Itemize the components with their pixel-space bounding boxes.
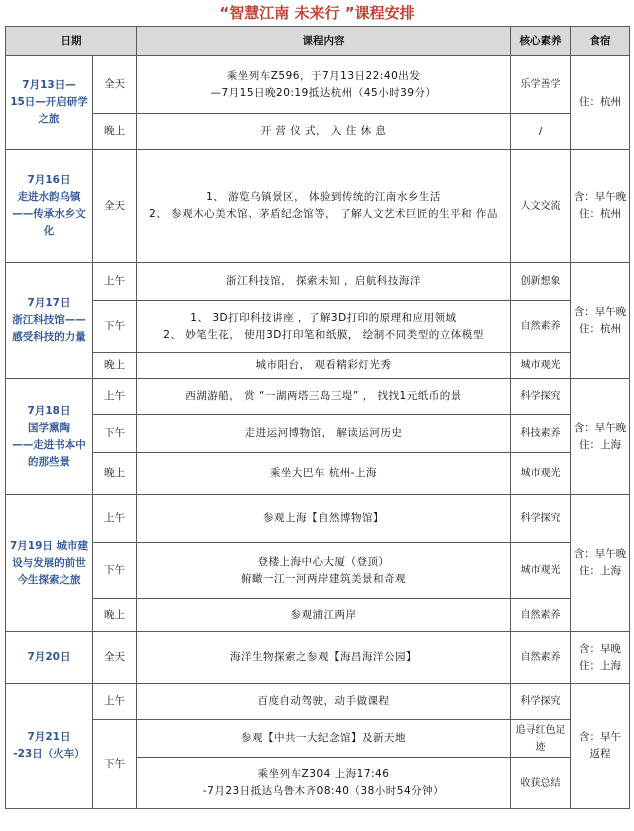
- day-topic: [6, 495, 93, 632]
- lodging: [571, 379, 630, 495]
- time-slot: 晚上: [93, 453, 137, 495]
- table-row: [6, 150, 630, 263]
- lodging-line: 住：杭州: [579, 322, 621, 335]
- table-row: [6, 56, 630, 114]
- table-row: [6, 599, 630, 632]
- course-line: 1、 3D打印科技讲座 ，了解3D打印的原理和应用领域: [190, 311, 457, 324]
- time-slot: 下午: [93, 543, 137, 599]
- day-topic: [6, 263, 93, 379]
- day-topic-line: 7月13日—: [22, 79, 76, 91]
- course-line: 2、 妙笔生花， 使用3D打印笔和纸膜， 绘制不同类型的立体模型: [163, 328, 484, 341]
- lodging-line: 含：早午晚: [573, 548, 627, 560]
- header-content: 课程内容: [137, 27, 511, 56]
- time-slot: 全天: [93, 56, 137, 114]
- day-topic: [6, 684, 93, 809]
- core-literacy: 收获总结: [511, 758, 571, 809]
- course-content: [137, 599, 511, 632]
- course-line: 乘坐大巴车 杭州-上海: [269, 467, 378, 479]
- course-line: 走进运河博物馆， 解读运河历史: [244, 427, 403, 439]
- lodging-line: 住：上海: [579, 659, 621, 672]
- course-line: 浙江科技馆， 探索未知 ，启航科技海洋: [226, 275, 421, 287]
- day-topic-line: 7月17日: [27, 297, 71, 309]
- time-slot: 晚上: [93, 599, 137, 632]
- course-line: 乘坐列车Z304 上海17:46: [257, 768, 390, 780]
- table-row: [6, 379, 630, 415]
- course-content: [137, 379, 511, 415]
- header-core: 核心素养: [511, 27, 571, 56]
- course-content: [137, 114, 511, 150]
- course-content: [137, 684, 511, 720]
- core-literacy: 科学探究: [511, 684, 571, 720]
- table-row: [6, 453, 630, 495]
- table-row: [6, 114, 630, 150]
- course-content: [137, 353, 511, 379]
- course-content: [137, 543, 511, 599]
- time-slot: 上午: [93, 495, 137, 543]
- course-content: [137, 453, 511, 495]
- day-topic: [6, 379, 93, 495]
- lodging: [571, 56, 630, 150]
- time-slot: 晚上: [93, 114, 137, 150]
- time-slot: 下午: [93, 415, 137, 453]
- course-line: 西湖游船， 赏 “一湖两塔三岛三堤” ， 找找1元纸币的景: [185, 390, 462, 402]
- day-topic-line: 7月21日: [27, 731, 71, 743]
- lodging-line: 住：杭州: [579, 96, 621, 108]
- lodging: [571, 632, 630, 684]
- time-slot: 上午: [93, 684, 137, 720]
- course-content: [137, 56, 511, 114]
- course-content: [137, 720, 511, 758]
- course-line: 1、 游览乌镇景区， 体验到传统的江南水乡生活: [206, 191, 441, 203]
- header-date: 日期: [6, 27, 137, 56]
- core-literacy: 追寻红色足迹: [511, 720, 571, 758]
- day-topic-line: 浙江科技馆——感受科技的力量: [12, 314, 86, 343]
- course-line: 城市阳台， 观看精彩灯光秀: [255, 359, 392, 371]
- course-line: 参观上海【自然博物馆】: [263, 512, 384, 524]
- course-line: 海洋生物探索之参观【海昌海洋公园】: [230, 651, 417, 663]
- time-slot: 全天: [93, 150, 137, 263]
- lodging-line: 含：早晚: [579, 642, 621, 655]
- lodging-line: 含：早午晚: [573, 421, 627, 434]
- lodging: [571, 263, 630, 379]
- time-slot: 全天: [93, 632, 137, 684]
- core-literacy: 科学探究: [511, 379, 571, 415]
- core-literacy: /: [511, 114, 571, 150]
- course-line: 2、 参观木心美术馆、茅盾纪念馆等， 了解人文艺术巨匠的生平和 作品: [149, 208, 498, 220]
- core-literacy: 人文交流: [511, 150, 571, 263]
- course-content: [137, 415, 511, 453]
- table-row: [6, 632, 630, 684]
- time-slot: 上午: [93, 379, 137, 415]
- core-literacy: 城市观光: [511, 453, 571, 495]
- table-row: [6, 543, 630, 599]
- header-lodging: 食宿: [571, 27, 630, 56]
- course-content: [137, 758, 511, 809]
- day-topic: [6, 56, 93, 150]
- course-line: -7月23日抵达乌鲁木齐08:40（38小时54分钟）: [202, 785, 445, 797]
- table-row: [6, 301, 630, 353]
- course-content: [137, 263, 511, 301]
- lodging-line: 住：上海: [579, 438, 621, 451]
- core-literacy: 科技素养: [511, 415, 571, 453]
- core-literacy: 乐学善学: [511, 56, 571, 114]
- table-row: [6, 263, 630, 301]
- course-line: 开 营 仪 式， 入 住 休 息: [260, 125, 387, 137]
- time-slot: 晚上: [93, 353, 137, 379]
- core-literacy: 城市观光: [511, 353, 571, 379]
- day-topic-line: ——走进书本中的那些景: [12, 438, 86, 468]
- time-slot: 上午: [93, 263, 137, 301]
- course-line: 参观浦江两岸: [290, 608, 357, 621]
- core-literacy: 自然素养: [511, 301, 571, 353]
- core-literacy: 自然素养: [511, 632, 571, 684]
- course-line: 乘坐列车Z596，于7月13日22:40出发: [226, 69, 421, 82]
- lodging-line: 含：早午晚: [573, 191, 627, 203]
- day-topic-line: 15日—开启研学之旅: [10, 96, 88, 125]
- day-topic-line: 国学熏陶: [28, 421, 70, 434]
- table-row: [6, 353, 630, 379]
- table-row: [6, 495, 630, 543]
- core-literacy: 城市观光: [511, 543, 571, 599]
- time-slot: 下午: [93, 301, 137, 353]
- lodging: [571, 150, 630, 263]
- table-row: [6, 720, 630, 758]
- day-topic-line: 7月20日: [27, 651, 71, 663]
- course-content: [137, 495, 511, 543]
- course-content: [137, 150, 511, 263]
- schedule-table: [5, 26, 630, 809]
- lodging-line: 返程: [589, 748, 611, 760]
- day-topic-line: 7月18日: [27, 404, 71, 417]
- lodging: [571, 495, 630, 632]
- course-line: —7月15日晚20:19抵达杭州（45小时39分）: [210, 86, 437, 99]
- page-title: “智慧江南 未来行 ”课程安排: [219, 4, 415, 22]
- lodging-line: 含：早午: [579, 731, 621, 743]
- course-content: [137, 301, 511, 353]
- lodging: [571, 684, 630, 809]
- lodging-line: 含：早午晚: [573, 305, 627, 318]
- core-literacy: 自然素养: [511, 599, 571, 632]
- day-topic: [6, 632, 93, 684]
- day-topic-line: 走进水韵乌镇——传承水乡文化: [12, 191, 86, 237]
- table-row: [6, 684, 630, 720]
- day-topic-line: -23日（火车）: [13, 748, 85, 760]
- table-row: [6, 415, 630, 453]
- core-literacy: 科学探究: [511, 495, 571, 543]
- course-line: 参观【中共一大纪念馆】及新天地: [241, 732, 406, 744]
- lodging-line: 住：杭州: [579, 208, 621, 220]
- course-content: [137, 632, 511, 684]
- course-line: 俯瞰一江一河两岸建筑美景和奇观: [241, 572, 406, 585]
- course-line: 百度自动驾驶，动手做课程: [257, 695, 390, 707]
- core-literacy: 创新想象: [511, 263, 571, 301]
- day-topic-line: 7月19日 城市建设与发展的前世今生探索之旅: [9, 539, 89, 586]
- header-row: [6, 27, 630, 56]
- course-line: 登楼上海中心大厦（登顶）: [257, 555, 390, 568]
- time-slot: 下午: [93, 720, 137, 809]
- lodging-line: 住：上海: [579, 565, 621, 577]
- day-topic-line: 7月16日: [27, 174, 71, 186]
- day-topic: [6, 150, 93, 263]
